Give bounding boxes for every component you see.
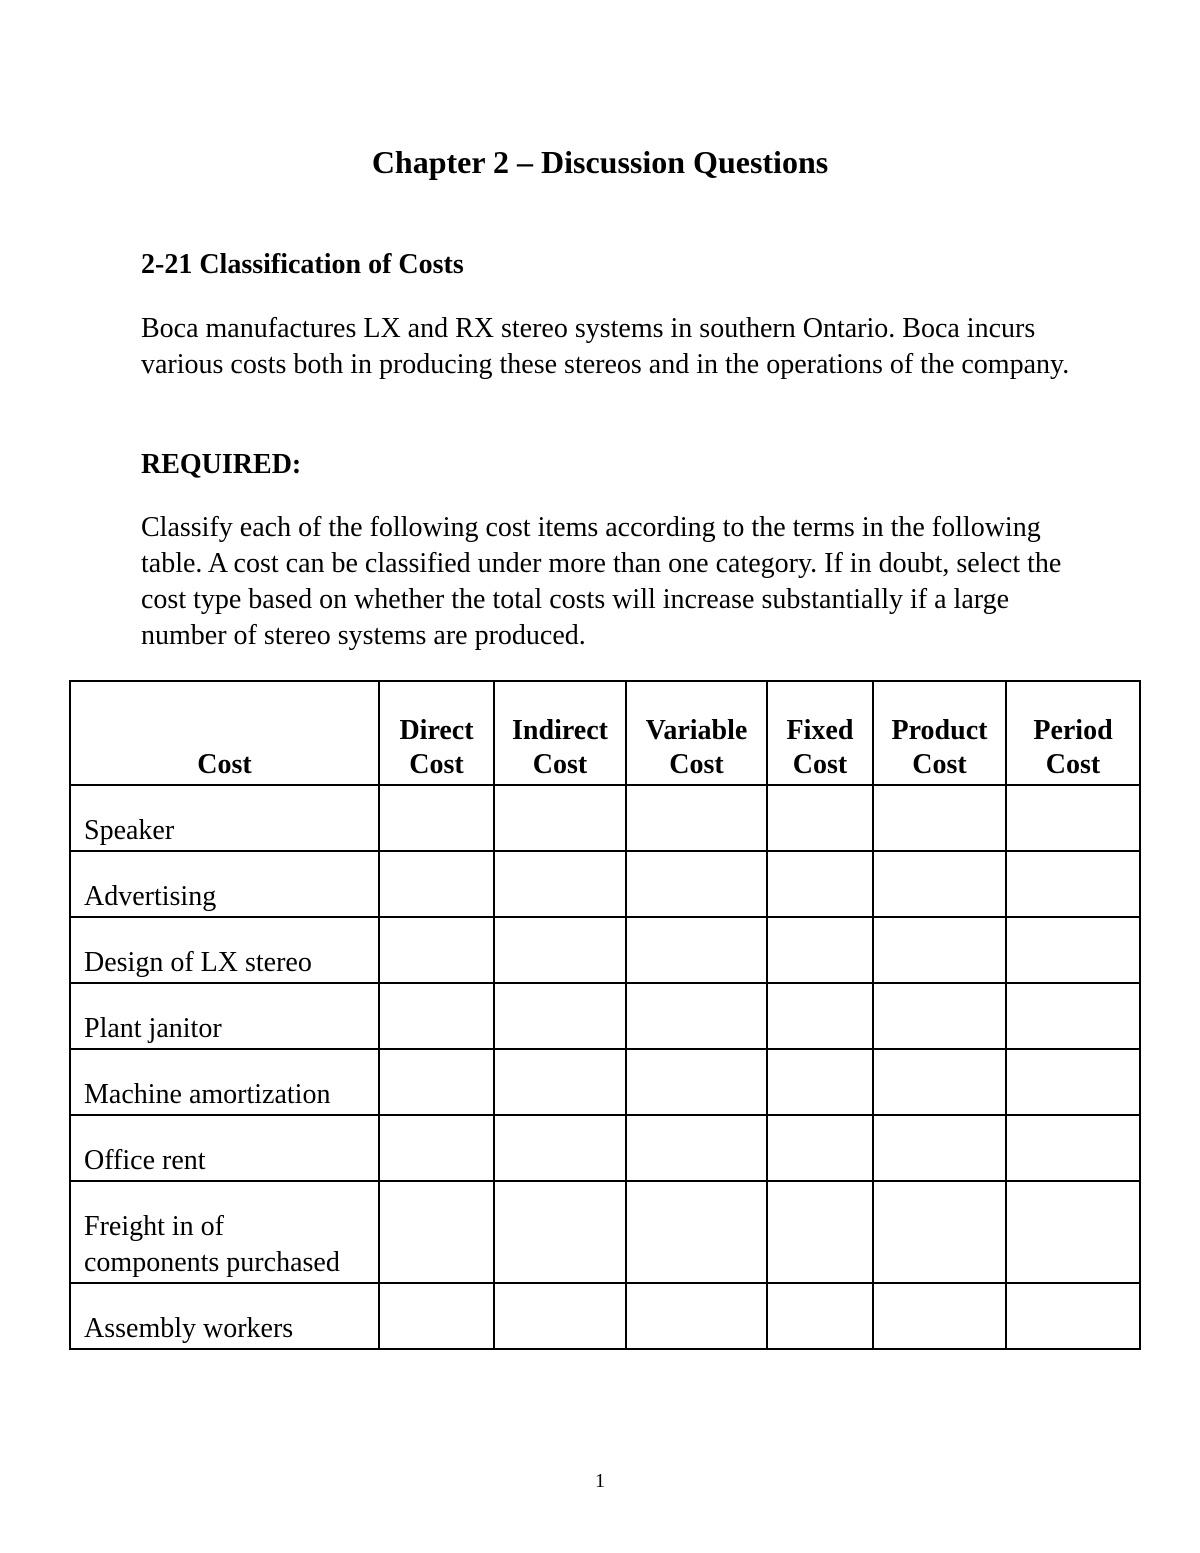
- table-cell: [767, 785, 873, 851]
- required-label: REQUIRED:: [141, 449, 302, 480]
- table-cell: [873, 1181, 1006, 1283]
- row-label-design: Design of LX stereo: [70, 917, 379, 983]
- table-cell: [379, 1115, 494, 1181]
- table-cell: [1006, 1049, 1140, 1115]
- page-title: Chapter 2 – Discussion Questions: [371, 144, 829, 180]
- row-label-plant-janitor: Plant janitor: [70, 983, 379, 1049]
- table-cell: [767, 1181, 873, 1283]
- header-line: Variable: [645, 715, 748, 746]
- header-line: Cost: [792, 749, 848, 780]
- instructions-paragraph: Classify each of the following cost items according to the terms in the following table. A cost can be classified under more than one category. If in doubt, select the cost type based on whether the total costs will increase substantially if a large number of stereo systems are produced.: [141, 512, 1062, 651]
- row-label-line: Freight in of: [84, 1211, 224, 1242]
- table-cell: [1006, 1115, 1140, 1181]
- table-cell: [626, 1049, 767, 1115]
- section-heading: 2-21 Classification of Costs: [141, 249, 464, 280]
- header-cost: [70, 681, 379, 785]
- table-cell: [494, 851, 626, 917]
- row-label-machine-amortization: Machine amortization: [70, 1049, 379, 1115]
- table-cell: [494, 1049, 626, 1115]
- table-cell: [767, 851, 873, 917]
- intro-paragraph: Boca manufactures LX and RX stereo systems in southern Ontario. Boca incurs various costs both in producing these stereos and in the operations of the company.: [141, 313, 1070, 380]
- table-cell: [767, 1115, 873, 1181]
- table-cell: [767, 917, 873, 983]
- table-row: [70, 851, 1140, 917]
- table-cell: [494, 1283, 626, 1349]
- table-cell: [767, 1049, 873, 1115]
- row-label-assembly-workers: Assembly workers: [70, 1283, 379, 1349]
- table-cell: [873, 1283, 1006, 1349]
- table-cell: [626, 785, 767, 851]
- header-line: Product: [891, 715, 988, 746]
- header-product-cost: [873, 681, 1006, 785]
- table-cell: [873, 1049, 1006, 1115]
- table-row: [70, 1181, 1140, 1283]
- header-variable-cost: [626, 681, 767, 785]
- header-line: Cost: [532, 749, 588, 780]
- table-cell: [626, 1181, 767, 1283]
- table-cell: [494, 1181, 626, 1283]
- header-line: Cost: [409, 749, 464, 780]
- header-line: Indirect: [512, 715, 608, 746]
- header-line: Direct: [399, 715, 474, 746]
- table-cell: [626, 917, 767, 983]
- table-cell: [626, 1283, 767, 1349]
- table-cell: [379, 1049, 494, 1115]
- table-cell: [873, 785, 1006, 851]
- table-cell: [1006, 851, 1140, 917]
- table-cell: [873, 1115, 1006, 1181]
- table-cell: [1006, 917, 1140, 983]
- table-cell: [494, 1115, 626, 1181]
- table-row: [70, 1115, 1140, 1181]
- row-label-freight-in: [70, 1181, 379, 1283]
- header-line: Cost: [669, 749, 724, 780]
- row-label-speaker: Speaker: [70, 785, 379, 851]
- table-cell: [767, 983, 873, 1049]
- header-fixed-cost: [767, 681, 873, 785]
- table-cell: [494, 983, 626, 1049]
- table-row: [70, 983, 1140, 1049]
- table-cell: [379, 1181, 494, 1283]
- header-line: Cost: [912, 749, 967, 780]
- header-period-cost: [1006, 681, 1140, 785]
- table-cell: [767, 1283, 873, 1349]
- cost-classification-table: [69, 680, 1141, 1350]
- table-cell: [1006, 983, 1140, 1049]
- table-cell: [1006, 785, 1140, 851]
- table-cell: [1006, 1181, 1140, 1283]
- table-cell: [379, 1283, 494, 1349]
- table-cell: [873, 983, 1006, 1049]
- header-line: Fixed: [786, 715, 854, 746]
- table-row: [70, 785, 1140, 851]
- table-cell: [626, 1115, 767, 1181]
- table-header-row: [70, 681, 1140, 785]
- table-cell: [873, 917, 1006, 983]
- table-cell: [1006, 1283, 1140, 1349]
- page-number: 1: [595, 1470, 605, 1492]
- table-cell: [379, 917, 494, 983]
- table-cell: [626, 983, 767, 1049]
- table-row: [70, 1283, 1140, 1349]
- table-cell: [379, 851, 494, 917]
- header-direct-cost: [379, 681, 494, 785]
- header-line: Period: [1033, 715, 1113, 746]
- table-row: [70, 917, 1140, 983]
- table-cell: [379, 785, 494, 851]
- header-indirect-cost: [494, 681, 626, 785]
- row-label-office-rent: Office rent: [70, 1115, 379, 1181]
- row-label-advertising: Advertising: [70, 851, 379, 917]
- header-line: Cost: [1045, 749, 1101, 780]
- row-label-line: components purchased: [84, 1247, 340, 1278]
- header-cost-label: Cost: [197, 749, 252, 780]
- table-cell: [626, 851, 767, 917]
- table-cell: [873, 851, 1006, 917]
- table-cell: [379, 983, 494, 1049]
- table-cell: [494, 917, 626, 983]
- table-row: [70, 1049, 1140, 1115]
- table-cell: [494, 785, 626, 851]
